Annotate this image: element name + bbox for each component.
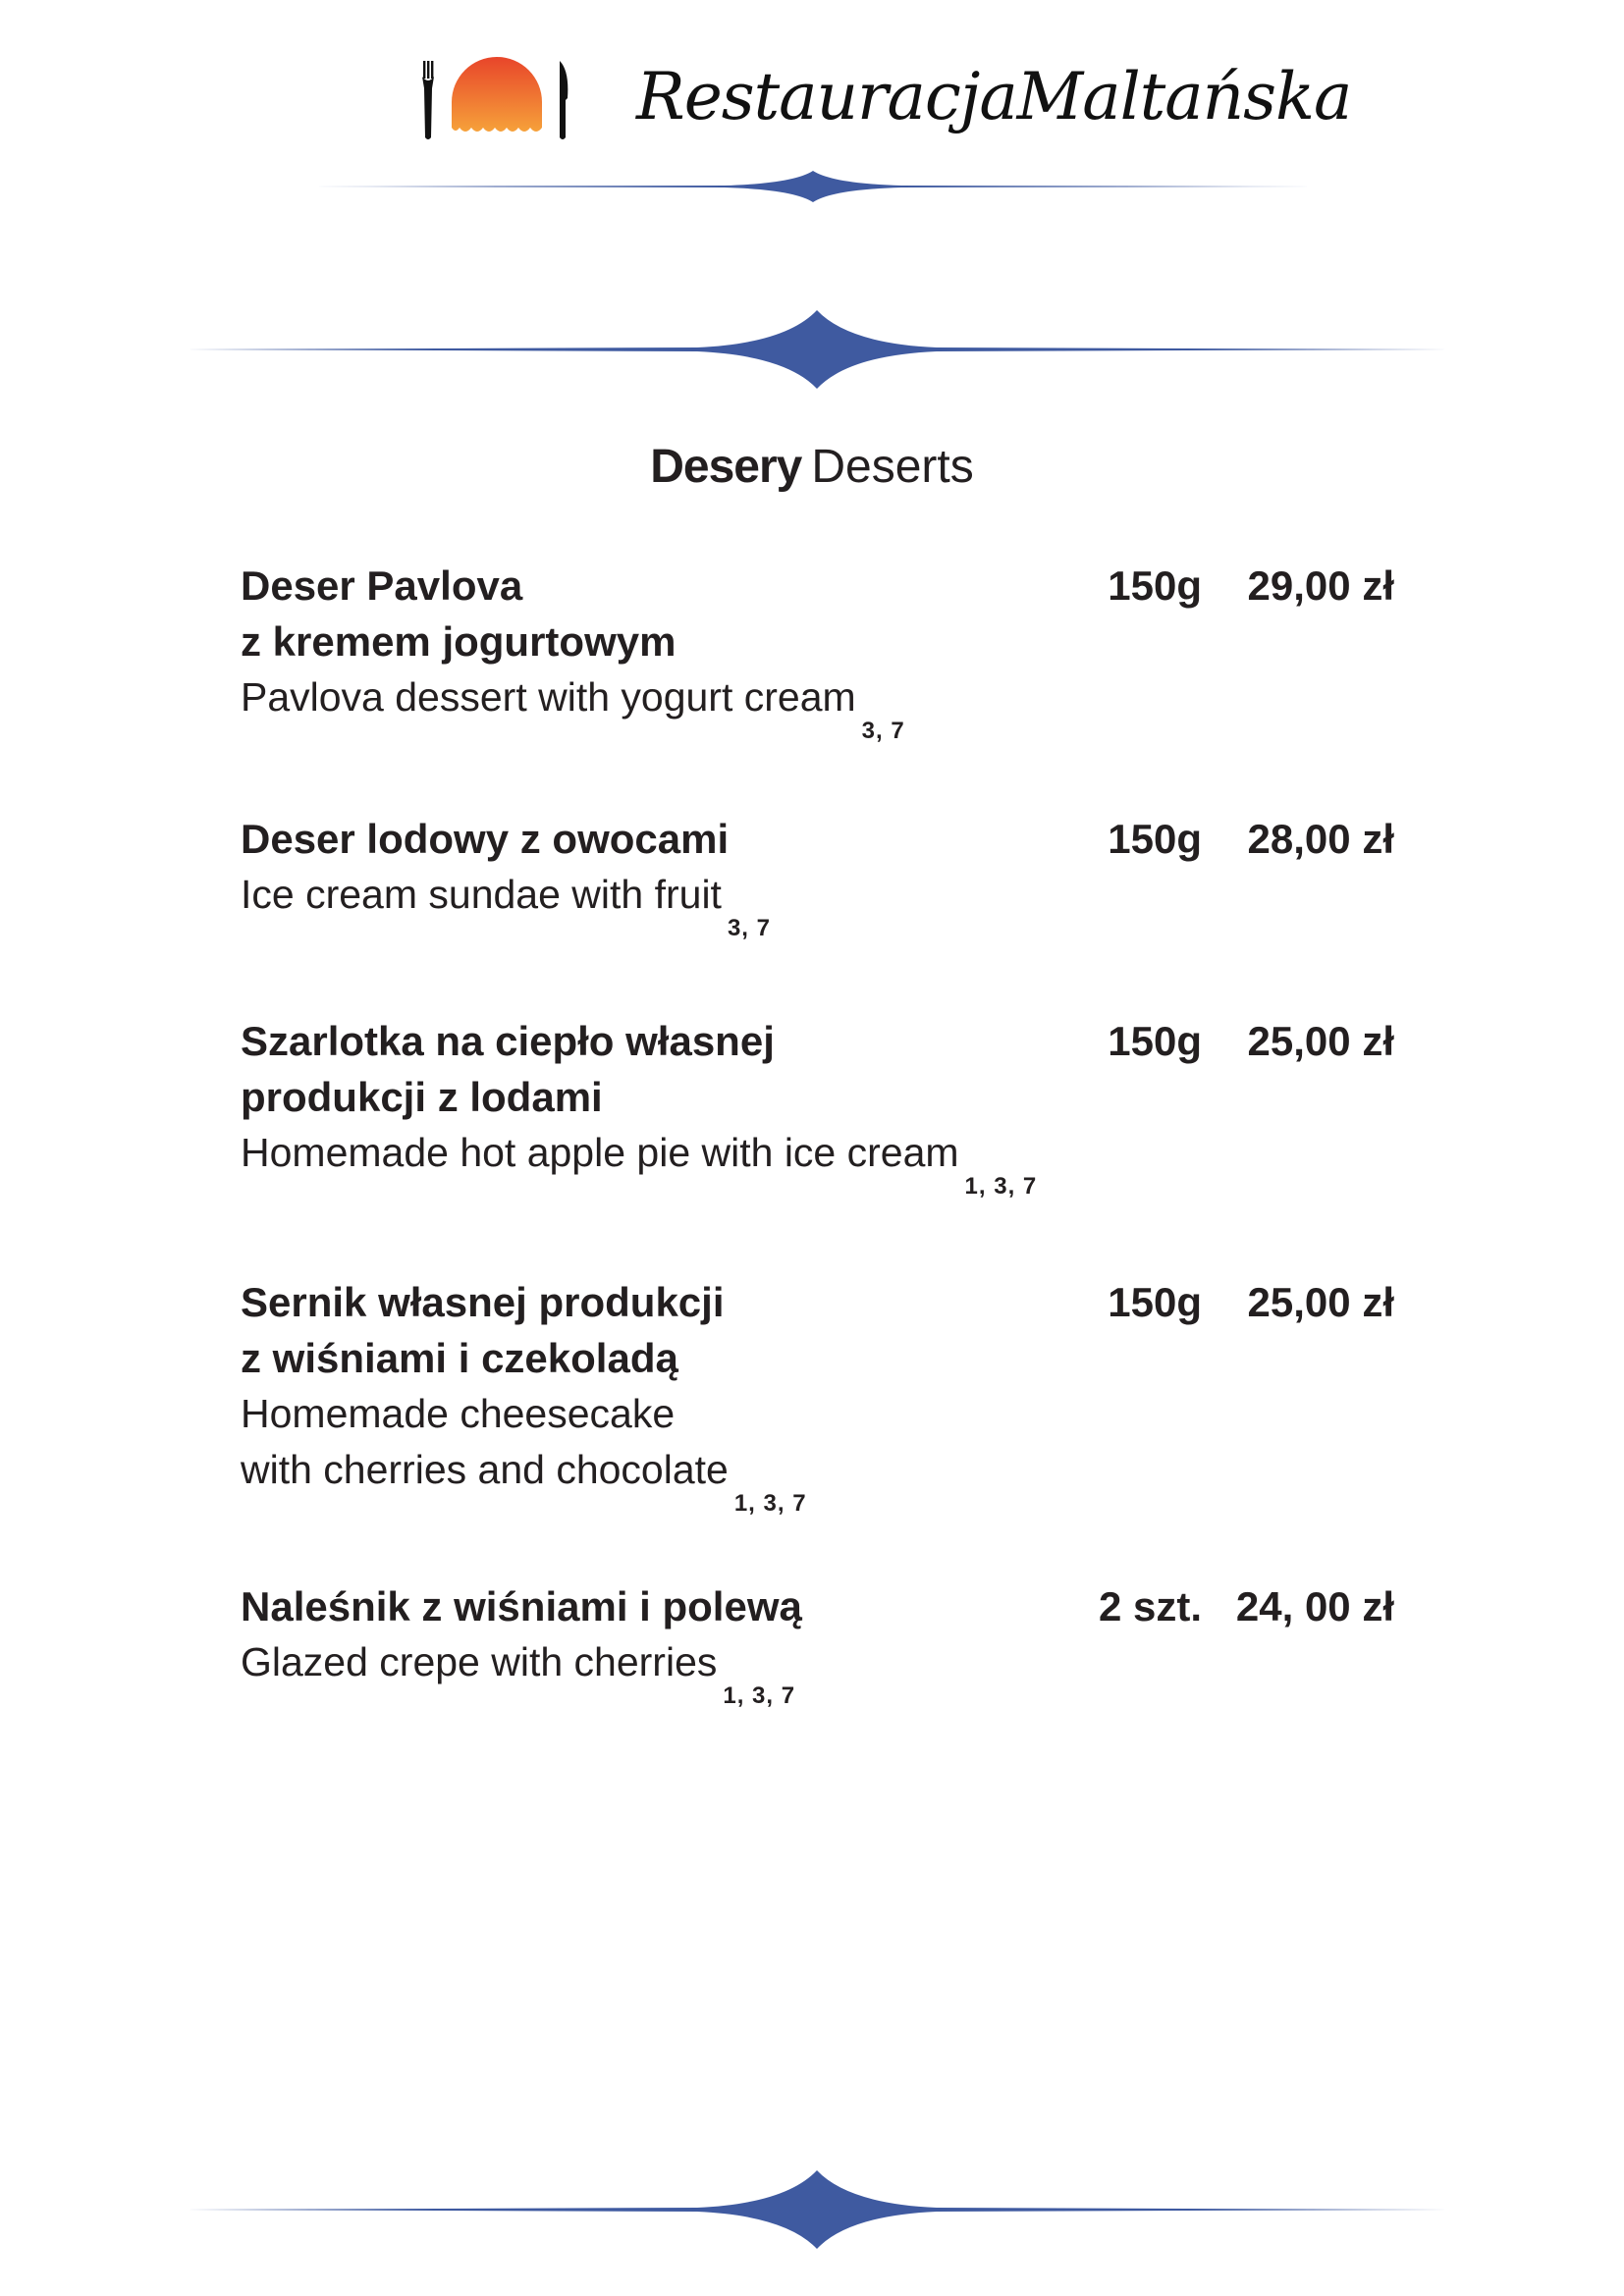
item-name: z kremem jogurtowym: [241, 618, 677, 665]
brand-name: RestauracjaMaltańska: [636, 59, 1352, 134]
item-description: Ice cream sundae with fruit$_{3, 7}$: [241, 872, 771, 941]
menu-item: [241, 1578, 1394, 1724]
header-divider-ornament: [312, 165, 1314, 204]
item-description: Pavlova dessert with yogurt cream$_{3, 7}$: [241, 674, 905, 744]
allergen-codes: 1, 3, 7: [964, 1173, 1038, 1200]
item-name: Sernik własnej produkcji: [241, 1279, 725, 1325]
item-name: produkcji z lodami: [241, 1074, 603, 1120]
item-name: Szarlotka na ciepło własnej: [241, 1018, 775, 1064]
item-portion: 2 szt.: [1098, 1583, 1202, 1629]
item-name: Deser lodowy z owocami: [241, 816, 730, 862]
item-price: 28,00 zł: [1247, 816, 1394, 862]
item-price: 25,00 zł: [1247, 1279, 1394, 1325]
item-price: 29,00 zł: [1247, 562, 1394, 609]
section-title-en: Deserts: [811, 441, 974, 493]
menu-item: [241, 1274, 1394, 1531]
item-description: Glazed crepe with cherries$_{1, 3, 7}$: [241, 1639, 796, 1709]
item-description: with cherries and chocolate$_{1, 3, 7}$: [241, 1447, 807, 1517]
item-description: Homemade hot apple pie with ice cream$_{1, 3, 7}$: [241, 1130, 1038, 1200]
allergen-codes: 3, 7: [727, 915, 771, 941]
menu-item: [241, 558, 1394, 759]
item-portion: 150g: [1108, 562, 1202, 609]
section-title: [0, 440, 1624, 494]
item-name: Naleśnik z wiśniami i polewą: [241, 1583, 802, 1629]
item-portion: 150g: [1108, 816, 1202, 862]
allergen-codes: 1, 3, 7: [733, 1490, 807, 1517]
menu-item: [241, 1013, 1394, 1214]
item-price: 24, 00 zł: [1235, 1583, 1394, 1629]
item-portion: 150g: [1108, 1018, 1202, 1064]
item-description: Homemade cheesecake: [241, 1391, 676, 1436]
item-name: z wiśniami i czekoladą: [241, 1335, 678, 1381]
menu-item: [241, 811, 1394, 956]
item-price: 25,00 zł: [1247, 1018, 1394, 1064]
item-portion: 150g: [1108, 1279, 1202, 1325]
sun-cutlery-icon: [412, 37, 609, 145]
top-divider-ornament: [187, 304, 1448, 393]
allergen-codes: 1, 3, 7: [723, 1682, 796, 1709]
restaurant-logo: [412, 37, 1352, 155]
item-name: Deser Pavlova: [241, 562, 523, 609]
allergen-codes: 3, 7: [861, 718, 905, 744]
section-title-pl: Desery: [650, 441, 802, 493]
bottom-divider-ornament: [187, 2164, 1448, 2253]
